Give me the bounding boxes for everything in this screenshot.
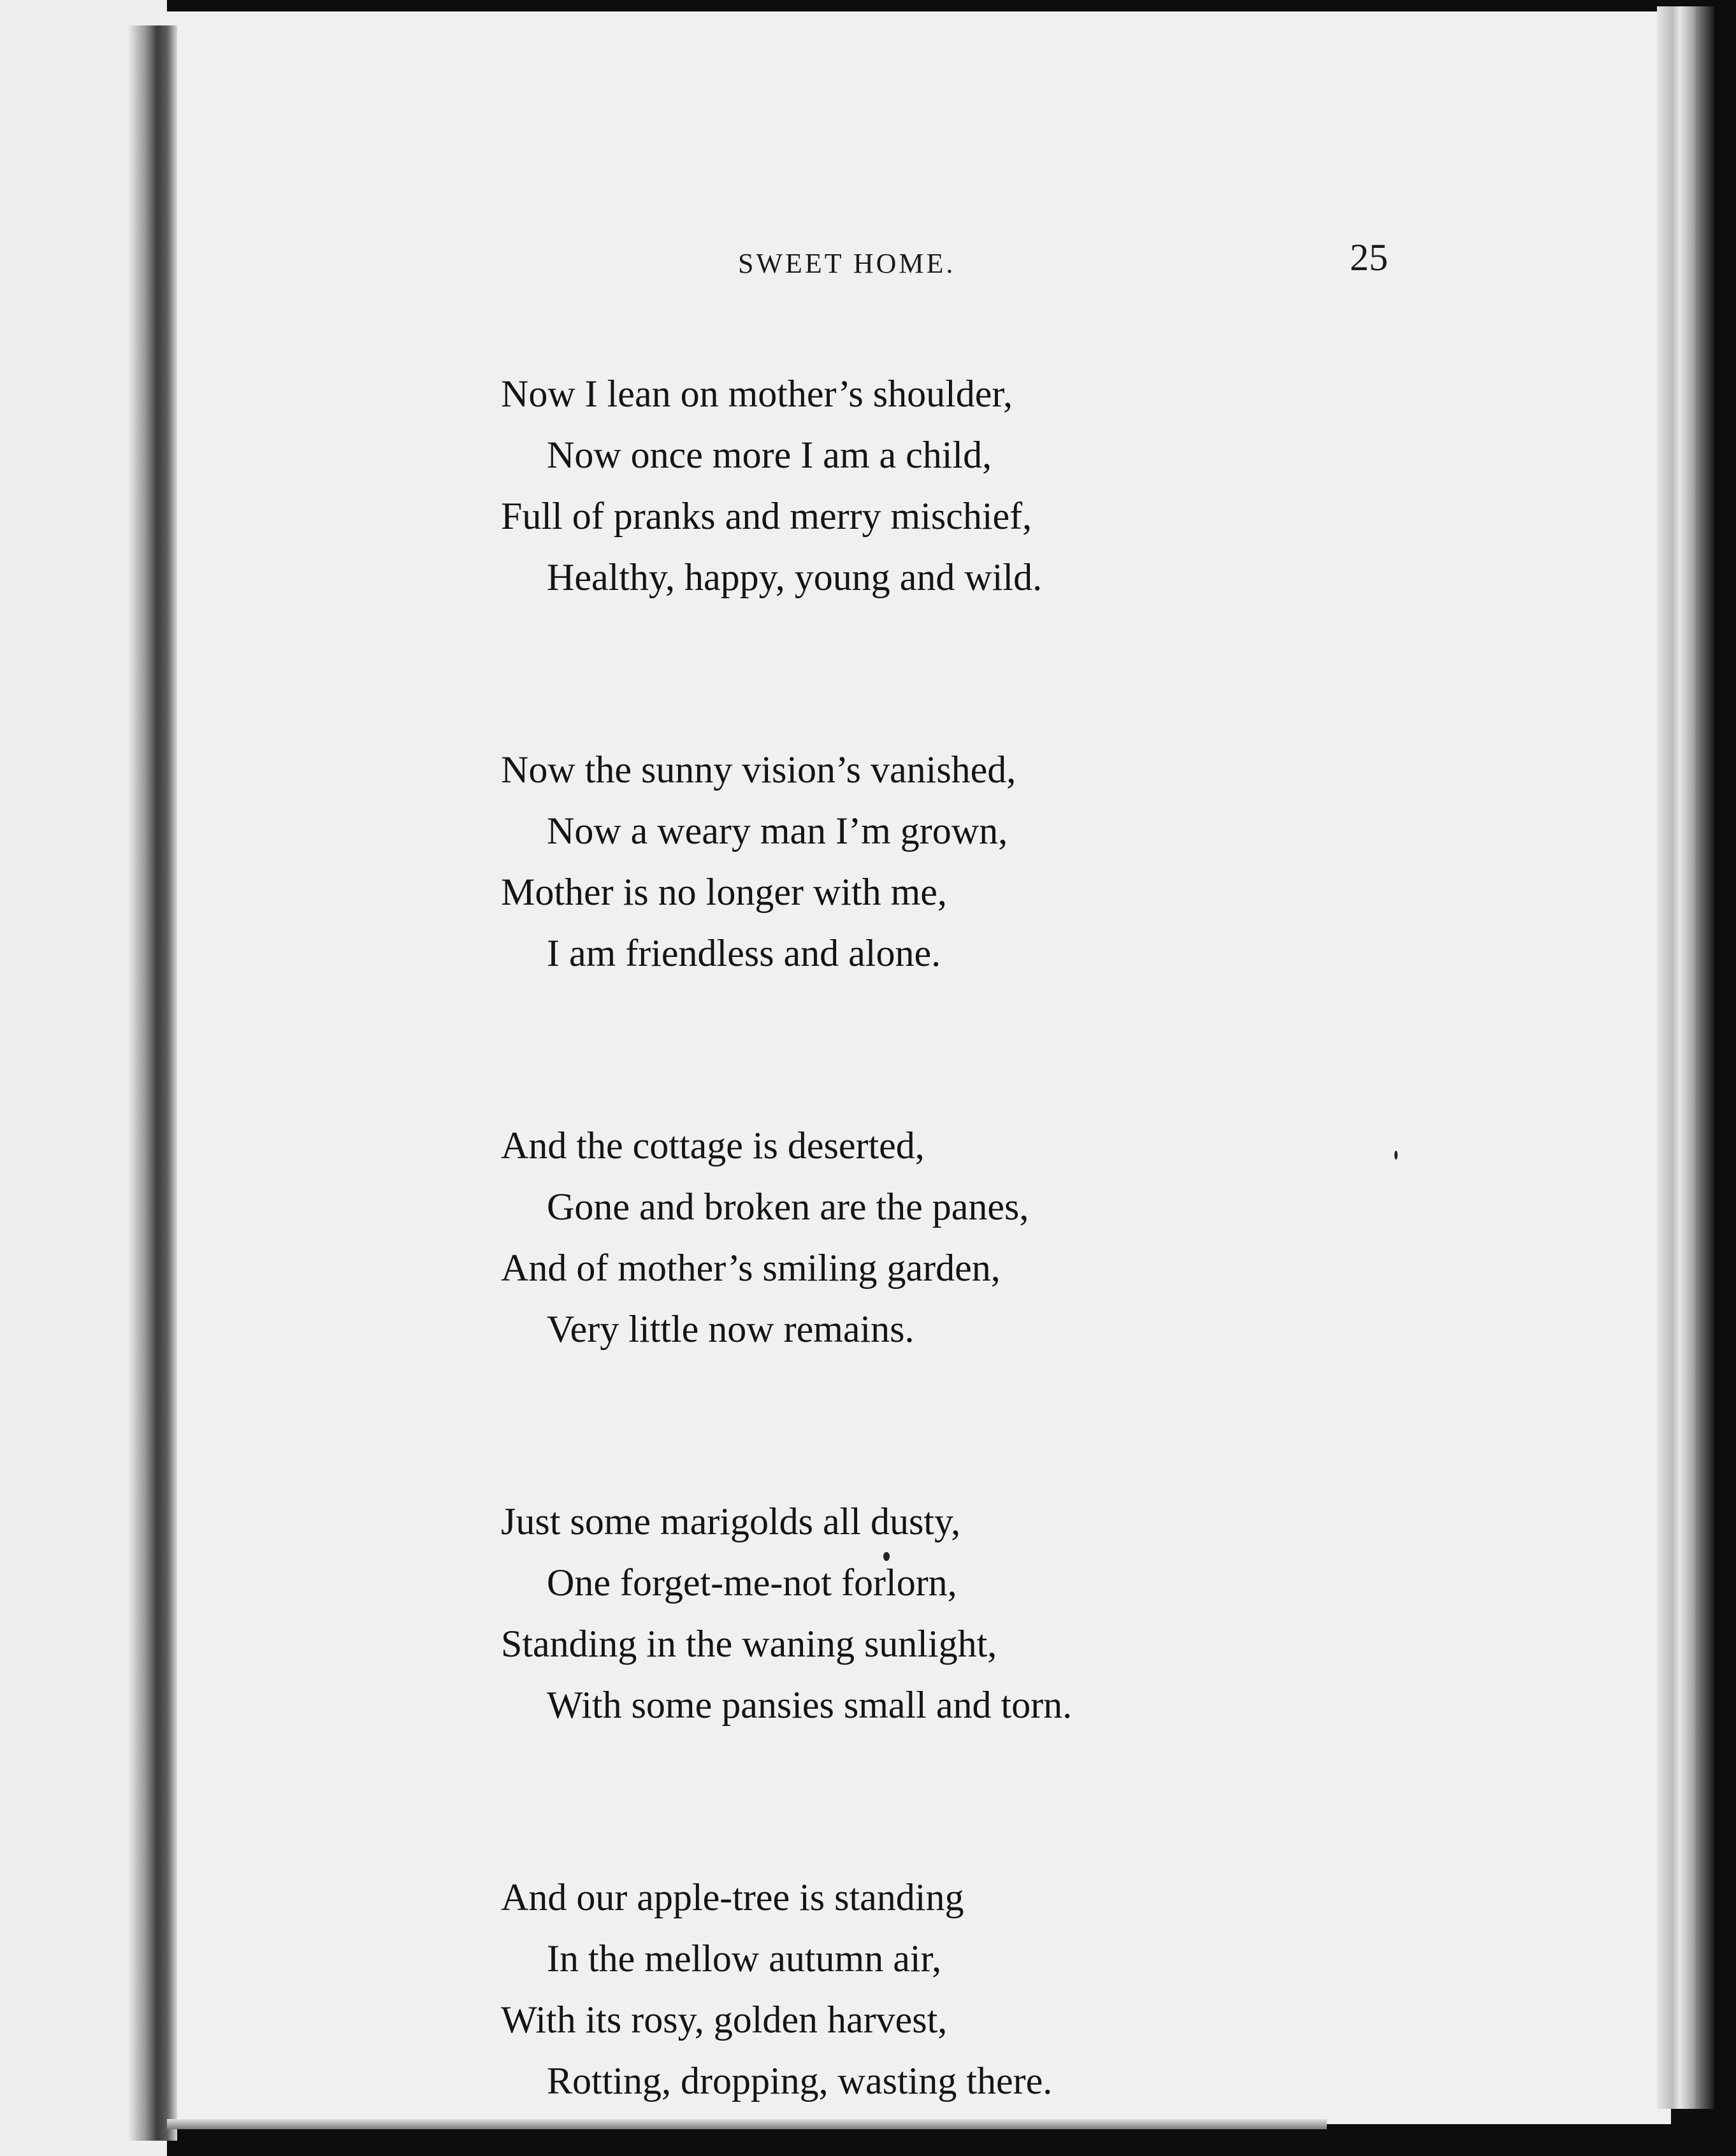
poem-line: With its rosy, golden harvest, [501, 1999, 948, 2041]
stanza [501, 739, 1266, 984]
poem-line: Now I lean on mother’s shoulder, [501, 373, 1013, 415]
page-fore-edge-shadow [1695, 6, 1714, 2109]
ink-speck [883, 1552, 890, 1561]
poem-line: Very little now remains. [547, 1308, 915, 1350]
page-number: 25 [1350, 236, 1388, 278]
poem-line: Mother is no longer with me, [501, 871, 947, 913]
stanza [501, 1867, 1266, 2111]
poem-line: In the mellow autumn air, [547, 1937, 942, 1980]
poem-line: I am friendless and alone. [547, 932, 941, 974]
poem-line: Standing in the waning sunlight, [501, 1623, 997, 1665]
poem-line: Healthy, happy, young and wild. [547, 556, 1043, 598]
gutter-shadow [127, 25, 177, 2141]
poem-line: And the cottage is deserted, [501, 1125, 925, 1167]
poem [501, 363, 1266, 2111]
stanza [501, 1115, 1266, 1360]
stanza [501, 363, 1266, 608]
page-fore-edge [1657, 6, 1695, 2109]
poem-line: Rotting, dropping, wasting there. [547, 2060, 1053, 2102]
poem-line: Gone and broken are the panes, [547, 1186, 1029, 1228]
poem-line: Now a weary man I’m grown, [547, 810, 1008, 852]
poem-line: Now the sunny vision’s vanished, [501, 749, 1016, 791]
page-bottom-shadow [167, 2119, 1327, 2129]
poem-line: And of mother’s smiling garden, [501, 1247, 1001, 1289]
poem-line: Now once more I am a child, [547, 434, 992, 476]
poem-line: With some pansies small and torn. [547, 1684, 1073, 1726]
running-head: SWEET HOME. [738, 248, 956, 279]
poem-line: Just some marigolds all dusty, [501, 1500, 961, 1542]
ink-speck [1394, 1151, 1398, 1160]
poem-line: And our apple-tree is standing [501, 1876, 964, 1918]
poem-line: Full of pranks and merry mischief, [501, 495, 1032, 537]
poem-line: One forget-me-not forlorn, [547, 1562, 957, 1604]
stanza [501, 1491, 1266, 1736]
